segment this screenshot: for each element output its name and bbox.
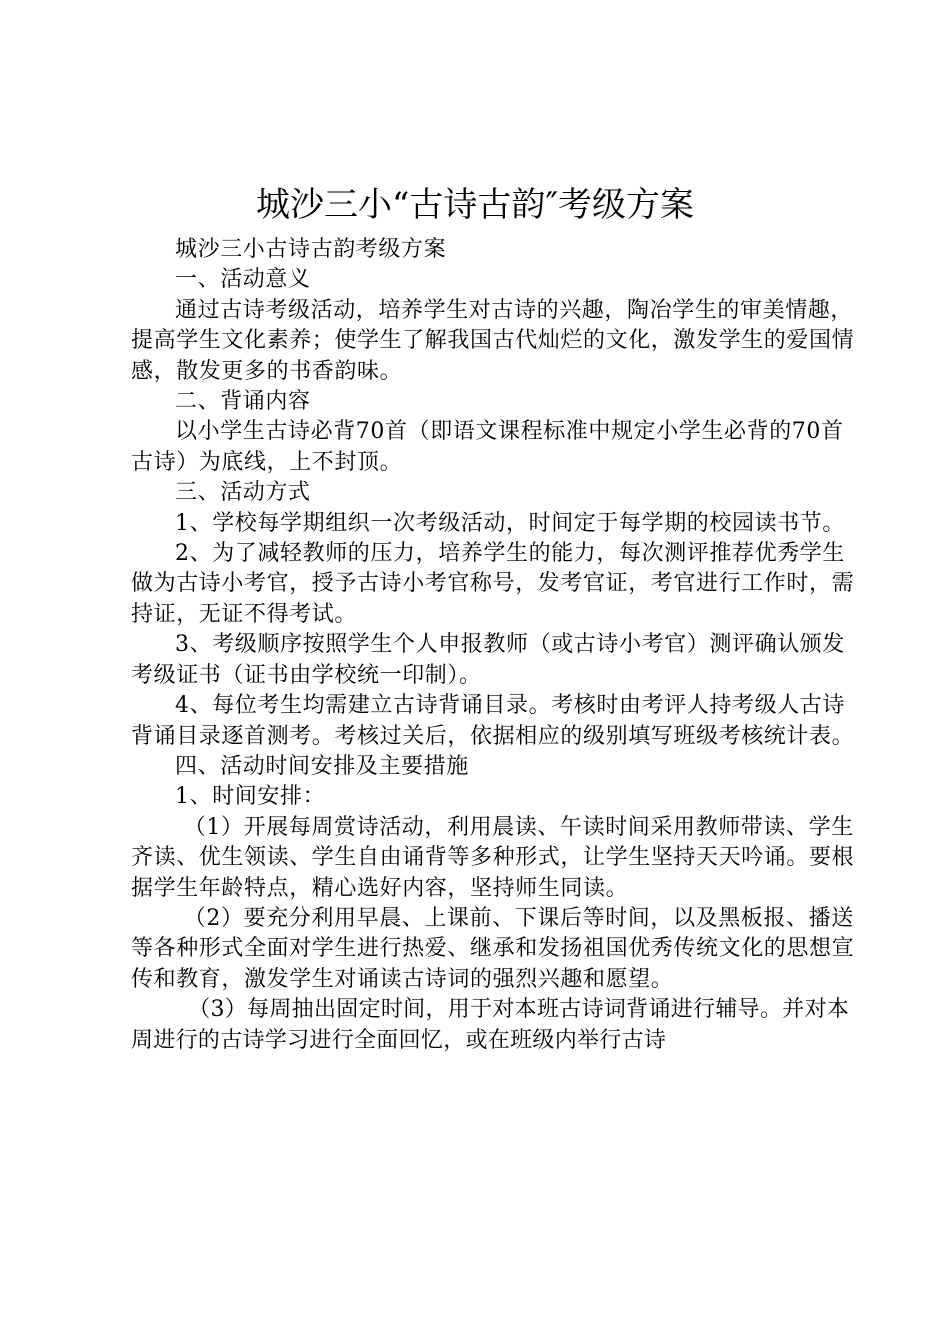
section-heading-content: 二、背诵内容 (175, 389, 311, 415)
purpose-paragraph: 通过古诗考级活动，培养学生对古诗的兴趣，陶冶学生的审美情趣，提高学生文化素养；使学生了解我国古代灿烂的文化，激发学生的爱国情感，散发更多的书香韵味。 (131, 297, 855, 384)
content-paragraph: 以小学生古诗必背70首（即语文课程标准中规定小学生必背的70首古诗）为底线，上不封顶。 (131, 419, 844, 475)
schedule-item-3: （3）每周抽出固定时间，用于对本班古诗词背诵进行辅导。并对本周进行的古诗学习进行全面回忆，或在班级内举行古诗 (131, 997, 850, 1053)
subtitle-paragraph: 城沙三小古诗古韵考级方案 (175, 237, 447, 262)
schedule-item-2: （2）要充分利用早晨、上课前、下课后等时间，以及黑板报、播送等各种形式全面对学生进行热爱、继承和发扬祖国优秀传统文化的思想宣传和教育，激发学生对诵读古诗词的强烈兴趣和愿望。 (131, 905, 855, 992)
method-item-1: 1、学校每学期组织一次考级活动，时间定于每学期的校园读书节。 (175, 510, 845, 536)
document-body (131, 235, 856, 1056)
section-heading-schedule: 四、活动时间安排及主要措施 (175, 753, 469, 779)
schedule-subheading: 1、时间安排： (175, 784, 326, 810)
schedule-item-1: （1）开展每周赏诗活动，利用晨读、午读时间采用教师带读、学生齐读、优生领读、学生自由诵背等多种形式，让学生坚持天天吟诵。要根据学生年龄特点，精心选好内容，坚持师生同读。 (131, 814, 855, 901)
method-item-4: 4、每位考生均需建立古诗背诵目录。考核时由考评人持考级人古诗背诵目录逐首测考。考核过关后，依据相应的级别填写班级考核统计表。 (131, 693, 855, 749)
section-heading-method: 三、活动方式 (175, 480, 311, 506)
document-title: 城沙三小“古诗古韵″考级方案 (255, 185, 695, 225)
method-item-2: 2、为了减轻教师的压力，培养学生的能力，每次测评推荐优秀学生做为古诗小考官，授予古诗小考官称号，发考官证，考官进行工作时，需持证，无证不得考试。 (131, 541, 855, 627)
method-item-3: 3、考级顺序按照学生个人申报教师（或古诗小考官）测评确认颁发考级证书（证书由学校统一印制）。 (131, 632, 845, 688)
section-heading-purpose: 一、活动意义 (175, 267, 311, 293)
